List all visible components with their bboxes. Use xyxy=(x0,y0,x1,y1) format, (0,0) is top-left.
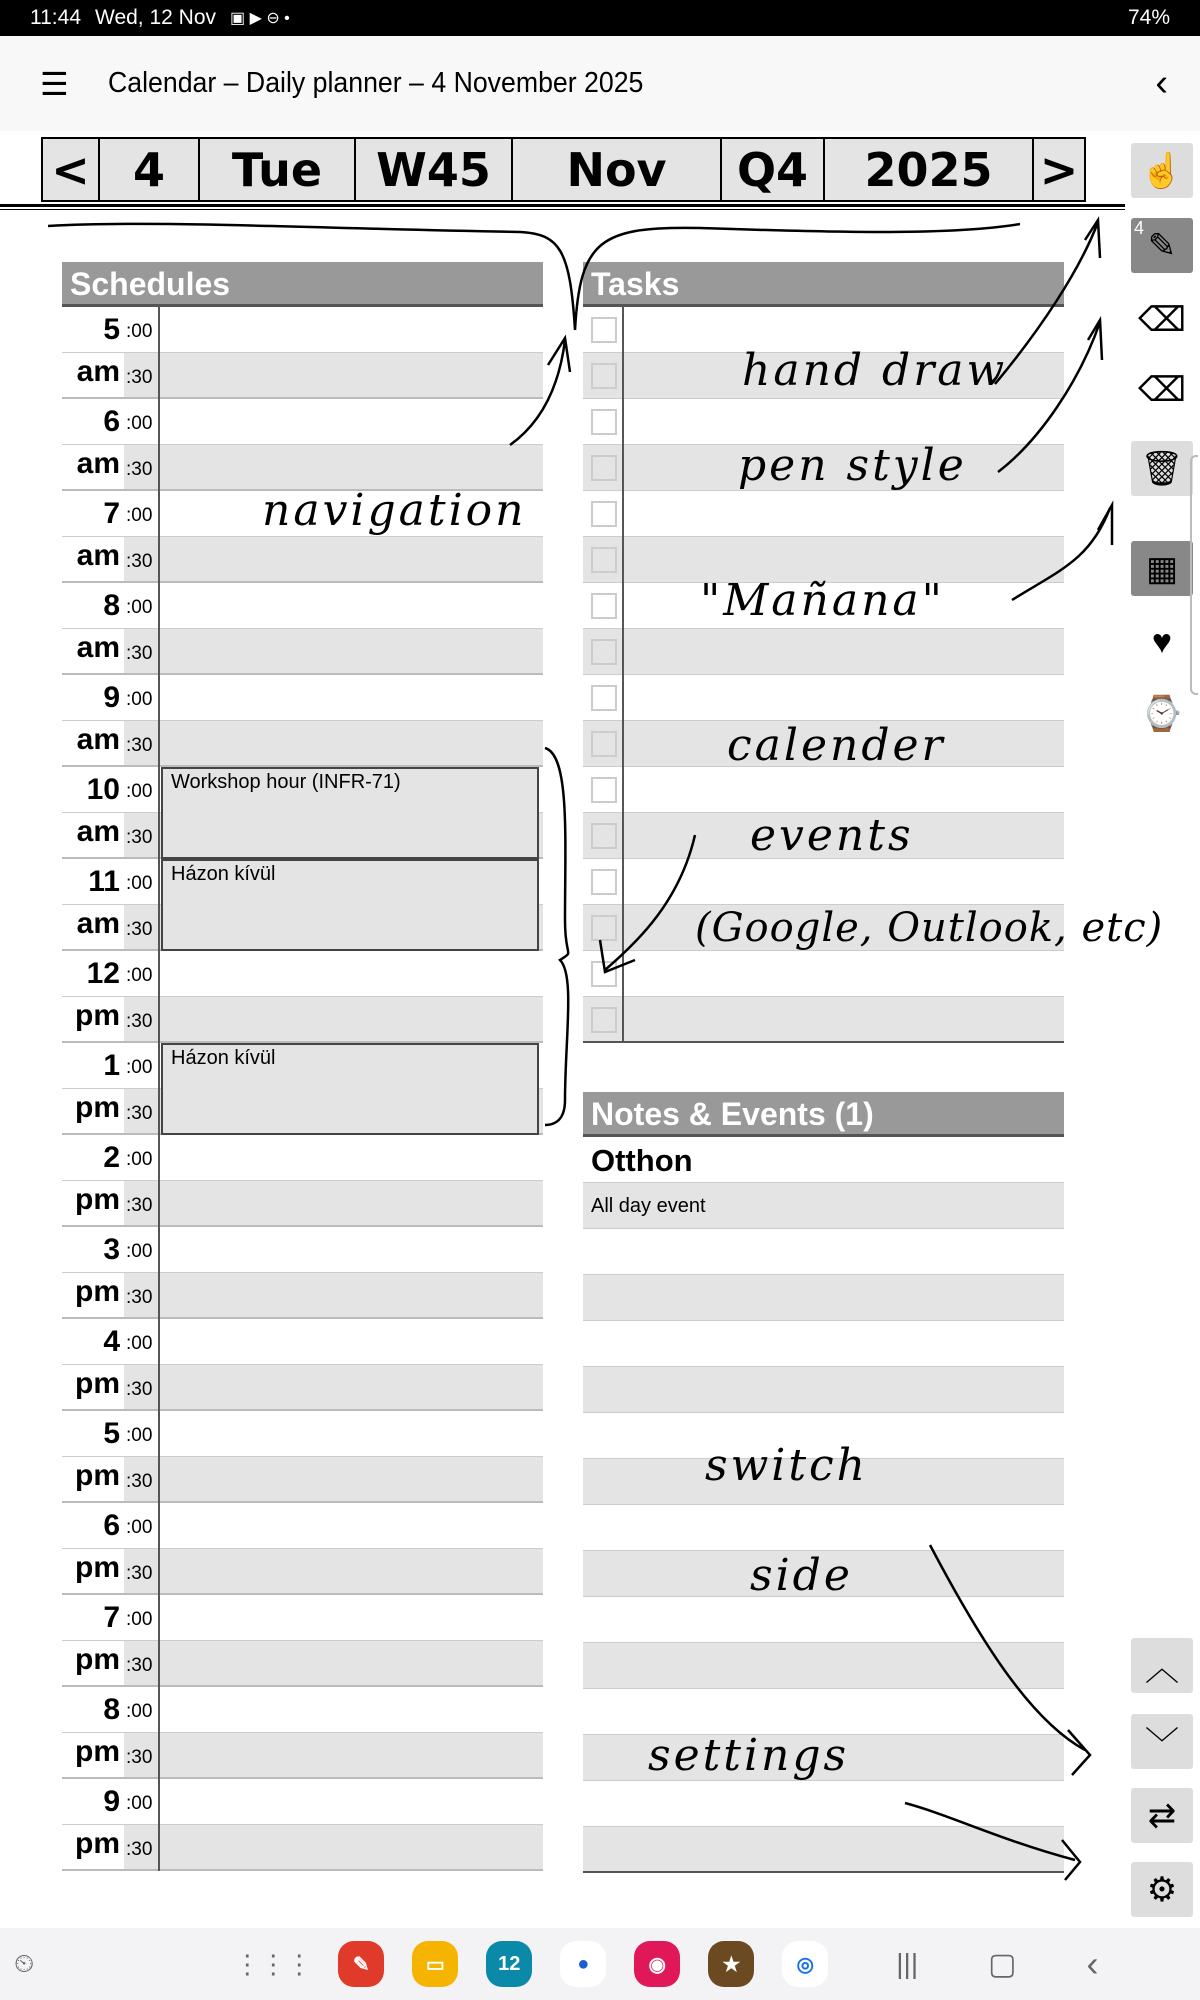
calendar-event[interactable]: Házon kívül xyxy=(161,1043,539,1135)
month-button[interactable]: Nov xyxy=(513,139,722,200)
hour-period: am xyxy=(76,355,120,388)
pen-icon[interactable]: 4 ✎ xyxy=(1131,218,1193,273)
calendar-icon[interactable]: ▦ xyxy=(1131,541,1193,596)
hour-label: 4 xyxy=(103,1325,120,1358)
brace-stroke xyxy=(48,224,1020,330)
manana-arrow xyxy=(1012,505,1112,600)
hour-period: am xyxy=(76,631,120,664)
annotation-events: events xyxy=(750,810,914,861)
hour-period: am xyxy=(76,447,120,480)
hour-period: am xyxy=(76,539,120,572)
minute-label: :30 xyxy=(126,1287,153,1308)
status-date: Wed, 12 Nov xyxy=(95,6,217,29)
annotation-switch: switch xyxy=(705,1440,868,1491)
minute-label: :00 xyxy=(126,1701,153,1722)
week-button[interactable]: W45 xyxy=(356,139,513,200)
home-button[interactable]: ▢ xyxy=(988,1947,1017,1981)
hour-period: pm xyxy=(75,1275,120,1308)
minute-label: :30 xyxy=(126,1471,153,1492)
annotation-sources: (Google, Outlook, etc) xyxy=(695,905,1164,951)
chrome-app-icon[interactable]: ◎ xyxy=(782,1941,828,1987)
minute-label: :30 xyxy=(126,827,153,848)
tasks-header: Tasks xyxy=(583,262,1064,307)
minute-label: :30 xyxy=(126,1011,153,1032)
recents-button[interactable]: ||| xyxy=(896,1948,919,1979)
hour-period: pm xyxy=(75,1551,120,1584)
minute-label: :00 xyxy=(126,1425,153,1446)
minute-label: :30 xyxy=(126,1839,153,1860)
minute-label: :00 xyxy=(126,1793,153,1814)
files-app-icon[interactable]: ▭ xyxy=(412,1941,458,1987)
app-drawer-icon[interactable]: ⋮⋮⋮ xyxy=(234,1948,313,1979)
annotation-manana: "Mañana" xyxy=(700,575,945,626)
hour-label: 5 xyxy=(103,313,120,346)
notes-app-icon[interactable]: ✎ xyxy=(338,1941,384,1987)
minute-label: :00 xyxy=(126,597,153,618)
minute-label: :30 xyxy=(126,1655,153,1676)
note-subtitle: All day event xyxy=(591,1195,706,1217)
hour-label: 7 xyxy=(103,497,120,530)
nav-arrow xyxy=(510,338,570,445)
hand-touch-icon[interactable]: ☝ xyxy=(1131,143,1193,198)
switch-arrow xyxy=(930,1545,1090,1775)
minute-label: :00 xyxy=(126,1149,153,1170)
switch-side-icon[interactable]: ⇄ xyxy=(1131,1788,1193,1843)
hour-period: am xyxy=(76,907,120,940)
minute-label: :00 xyxy=(126,1517,153,1538)
minute-label: :00 xyxy=(126,1057,153,1078)
next-button[interactable]: > xyxy=(1039,142,1079,197)
hour-label: 8 xyxy=(103,589,120,622)
annotation-calendar: calender xyxy=(727,720,946,771)
minute-label: :30 xyxy=(126,1103,153,1124)
minute-label: :00 xyxy=(126,1333,153,1354)
notification-icons: ▣ ▶ ⊖ • xyxy=(230,10,290,27)
scroll-down-icon[interactable]: ﹀ xyxy=(1131,1714,1193,1769)
minute-label: :00 xyxy=(126,965,153,986)
eraser-icon[interactable]: ⌫ xyxy=(1137,300,1187,339)
calendar-event[interactable]: Házon kívül xyxy=(161,859,539,951)
minute-label: :30 xyxy=(126,1195,153,1216)
minute-label: :30 xyxy=(126,1379,153,1400)
battery-level: 74% xyxy=(1127,6,1170,29)
weekday-button[interactable]: Tue xyxy=(200,139,356,200)
minute-label: :00 xyxy=(126,1609,153,1630)
day-button[interactable]: 4 xyxy=(100,139,200,200)
pen-size-badge: 4 xyxy=(1134,218,1145,238)
scroll-up-icon[interactable]: ︿ xyxy=(1131,1638,1193,1693)
box-clock-icon[interactable]: ⌚ xyxy=(1140,694,1184,733)
hour-label: 12 xyxy=(86,957,120,990)
trash-icon[interactable]: 🗑 xyxy=(1131,441,1193,496)
minute-label: :30 xyxy=(126,919,153,940)
hour-label: 9 xyxy=(103,1785,120,1818)
annotation-settings: settings xyxy=(648,1730,850,1781)
hour-period: pm xyxy=(75,1459,120,1492)
calendar-brace xyxy=(545,748,568,1125)
hour-label: 11 xyxy=(88,865,120,898)
prev-button[interactable]: < xyxy=(43,139,100,200)
hour-label: 6 xyxy=(103,1509,120,1542)
hour-label: 9 xyxy=(103,681,120,714)
hour-period: pm xyxy=(75,1827,120,1860)
game-app-icon[interactable]: ★ xyxy=(708,1941,754,1987)
minute-label: :30 xyxy=(126,735,153,756)
minute-label: :30 xyxy=(126,643,153,664)
hour-label: 2 xyxy=(103,1141,120,1174)
hour-period: pm xyxy=(75,1735,120,1768)
hour-period: pm xyxy=(75,999,120,1032)
calendar-app-icon[interactable]: 12 xyxy=(486,1941,532,1987)
minute-label: :00 xyxy=(126,689,153,710)
pen-arrow-2 xyxy=(998,320,1102,472)
minute-label: :30 xyxy=(126,551,153,572)
back-chevron-icon[interactable]: ‹ xyxy=(1155,62,1168,104)
calendar-event[interactable]: Workshop hour (INFR-71) xyxy=(161,767,539,859)
schedules-header: Schedules xyxy=(62,262,543,307)
hour-label: 8 xyxy=(103,1693,120,1726)
system-nav-bar xyxy=(0,1928,1200,2000)
hour-label: 7 xyxy=(103,1601,120,1634)
minute-label: :00 xyxy=(126,873,153,894)
annotation-pen-style: pen style xyxy=(738,440,967,491)
hour-period: am xyxy=(76,723,120,756)
minute-label: :00 xyxy=(126,781,153,802)
back-button[interactable]: ‹ xyxy=(1086,1943,1099,1984)
hour-period: pm xyxy=(75,1183,120,1216)
heart-rate-icon[interactable]: ♥ xyxy=(1151,623,1173,661)
hour-label: 1 xyxy=(103,1049,120,1082)
settings-gear-icon[interactable]: ⚙ xyxy=(1131,1862,1193,1917)
settings-arrow xyxy=(905,1803,1080,1880)
hour-label: 10 xyxy=(86,773,120,806)
notes-header: Notes & Events (1) xyxy=(583,1092,1064,1137)
hour-label: 5 xyxy=(103,1417,120,1450)
minute-label: :00 xyxy=(126,321,153,342)
annotation-hand-draw: hand draw xyxy=(742,345,1008,396)
note-title: Otthon xyxy=(591,1143,693,1178)
hour-period: pm xyxy=(75,1367,120,1400)
minute-label: :00 xyxy=(126,505,153,526)
minute-label: :30 xyxy=(126,1747,153,1768)
hour-label: 3 xyxy=(103,1233,120,1266)
calendar-arrow xyxy=(600,835,695,972)
annotation-navigation: navigation xyxy=(262,485,527,536)
minute-label: :00 xyxy=(126,413,153,434)
annotation-side: side xyxy=(750,1550,853,1601)
minute-label: :30 xyxy=(126,1563,153,1584)
messages-app-icon[interactable]: ● xyxy=(560,1941,606,1987)
hour-period: pm xyxy=(75,1643,120,1676)
minute-label: :30 xyxy=(126,459,153,480)
eraser-timer-icon[interactable]: ⌫ xyxy=(1137,370,1187,409)
hour-period: am xyxy=(76,815,120,848)
quarter-button[interactable]: Q4 xyxy=(722,139,825,200)
minute-label: :00 xyxy=(126,1241,153,1262)
status-time: 11:44 xyxy=(30,6,81,29)
hour-label: 6 xyxy=(103,405,120,438)
camera-app-icon[interactable]: ◉ xyxy=(634,1941,680,1987)
recent-apps-clock-icon[interactable]: ⏲ xyxy=(14,1948,35,1978)
year-button[interactable]: 2025 xyxy=(825,139,1034,200)
page-title: Calendar – Daily planner – 4 November 2025 xyxy=(108,67,644,99)
minute-label: :30 xyxy=(126,367,153,388)
hour-period: pm xyxy=(75,1091,120,1124)
menu-icon[interactable]: ☰ xyxy=(40,65,69,102)
